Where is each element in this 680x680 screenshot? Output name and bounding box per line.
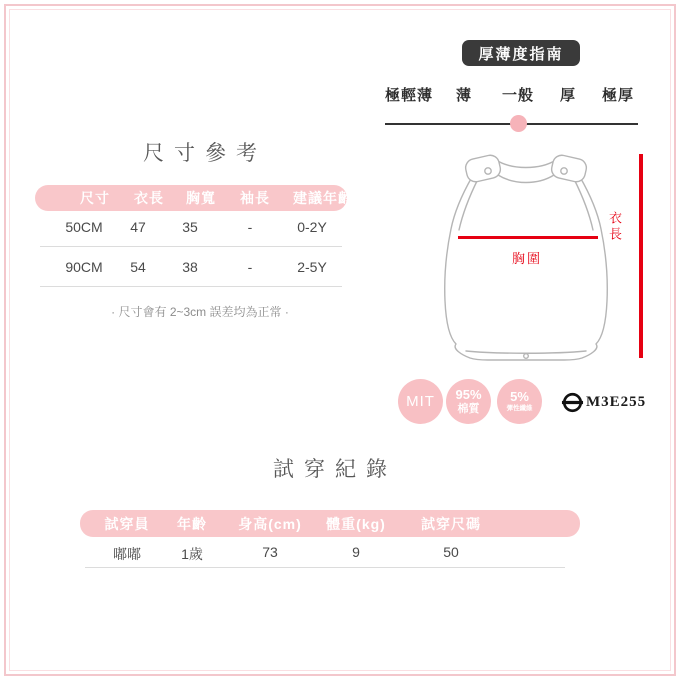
- length-measure-line: [639, 154, 643, 358]
- size-cell: 50CM: [65, 219, 103, 235]
- elastic-label: 彈性纖維: [506, 405, 533, 413]
- garment-illustration: [440, 145, 660, 380]
- size-tolerance-note: · 尺寸會有 2~3cm 誤差均為正常 ·: [111, 305, 289, 319]
- fitting-table-header: [80, 510, 580, 537]
- size-table-header-cell: 建議年齡: [293, 190, 353, 206]
- chest-measure-label: 胸圍: [511, 251, 543, 266]
- fitting-record-title: 試穿紀錄: [273, 458, 397, 481]
- fitting-cell: 嘟嘟: [113, 546, 141, 562]
- size-cell: 54: [130, 259, 146, 275]
- inspection-mark-icon: [561, 391, 584, 414]
- table-divider: [85, 567, 565, 568]
- elastic-badge: [497, 379, 542, 424]
- size-cell: 90CM: [65, 259, 103, 275]
- fitting-cell: 9: [352, 544, 360, 560]
- fitting-cell: 73: [262, 544, 278, 560]
- mit-badge: [398, 379, 443, 424]
- size-table-row: [35, 259, 347, 279]
- size-cell: 35: [182, 219, 198, 235]
- thickness-level-thin: 薄: [455, 87, 473, 104]
- thickness-level-ultrathin: 極輕薄: [384, 87, 434, 104]
- certification-code: M3E255: [586, 394, 647, 410]
- size-table-row: [35, 219, 347, 239]
- fitting-header-cell: 年齡: [177, 515, 207, 532]
- size-table-header: [35, 185, 353, 211]
- thickness-level-thick: 厚: [559, 87, 577, 104]
- size-table-header-cell: 尺寸: [80, 190, 110, 206]
- fitting-header-cell: 試穿員: [104, 515, 150, 532]
- cotton-label: 棉質: [457, 402, 480, 415]
- size-reference-title: 尺寸參考: [143, 142, 267, 165]
- mit-badge-label: MIT: [406, 392, 435, 410]
- size-cell: 2-5Y: [297, 259, 327, 275]
- thickness-level-normal: 一般: [501, 87, 535, 104]
- size-table-header-cell: 衣長: [134, 190, 164, 206]
- cotton-percent: 95%: [455, 386, 482, 402]
- size-cell: 47: [130, 219, 146, 235]
- size-cell: 0-2Y: [297, 219, 327, 235]
- fitting-table-row: [80, 544, 580, 564]
- size-table-header-cell: 胸寬: [186, 190, 216, 206]
- thickness-indicator-dot: [510, 115, 527, 132]
- fitting-header-cell: 體重(kg): [326, 515, 386, 532]
- cotton-badge: [446, 379, 491, 424]
- size-cell: -: [247, 259, 253, 275]
- thickness-guide-badge: 厚薄度指南: [462, 40, 580, 66]
- chest-measure-line: [458, 236, 598, 239]
- fitting-header-cell: 身高(cm): [238, 515, 302, 532]
- fitting-cell: 50: [443, 544, 459, 560]
- length-measure-label: 衣長: [607, 211, 622, 243]
- table-divider: [40, 246, 342, 247]
- size-cell: 38: [182, 259, 198, 275]
- size-cell: -: [247, 219, 253, 235]
- thickness-level-ultrathick: 極厚: [601, 87, 635, 104]
- fitting-cell: 1歲: [181, 546, 203, 562]
- table-divider: [40, 286, 342, 287]
- fitting-header-cell: 試穿尺碼: [421, 515, 481, 532]
- elastic-percent: 5%: [510, 389, 529, 405]
- size-table-header-cell: 袖長: [240, 190, 270, 206]
